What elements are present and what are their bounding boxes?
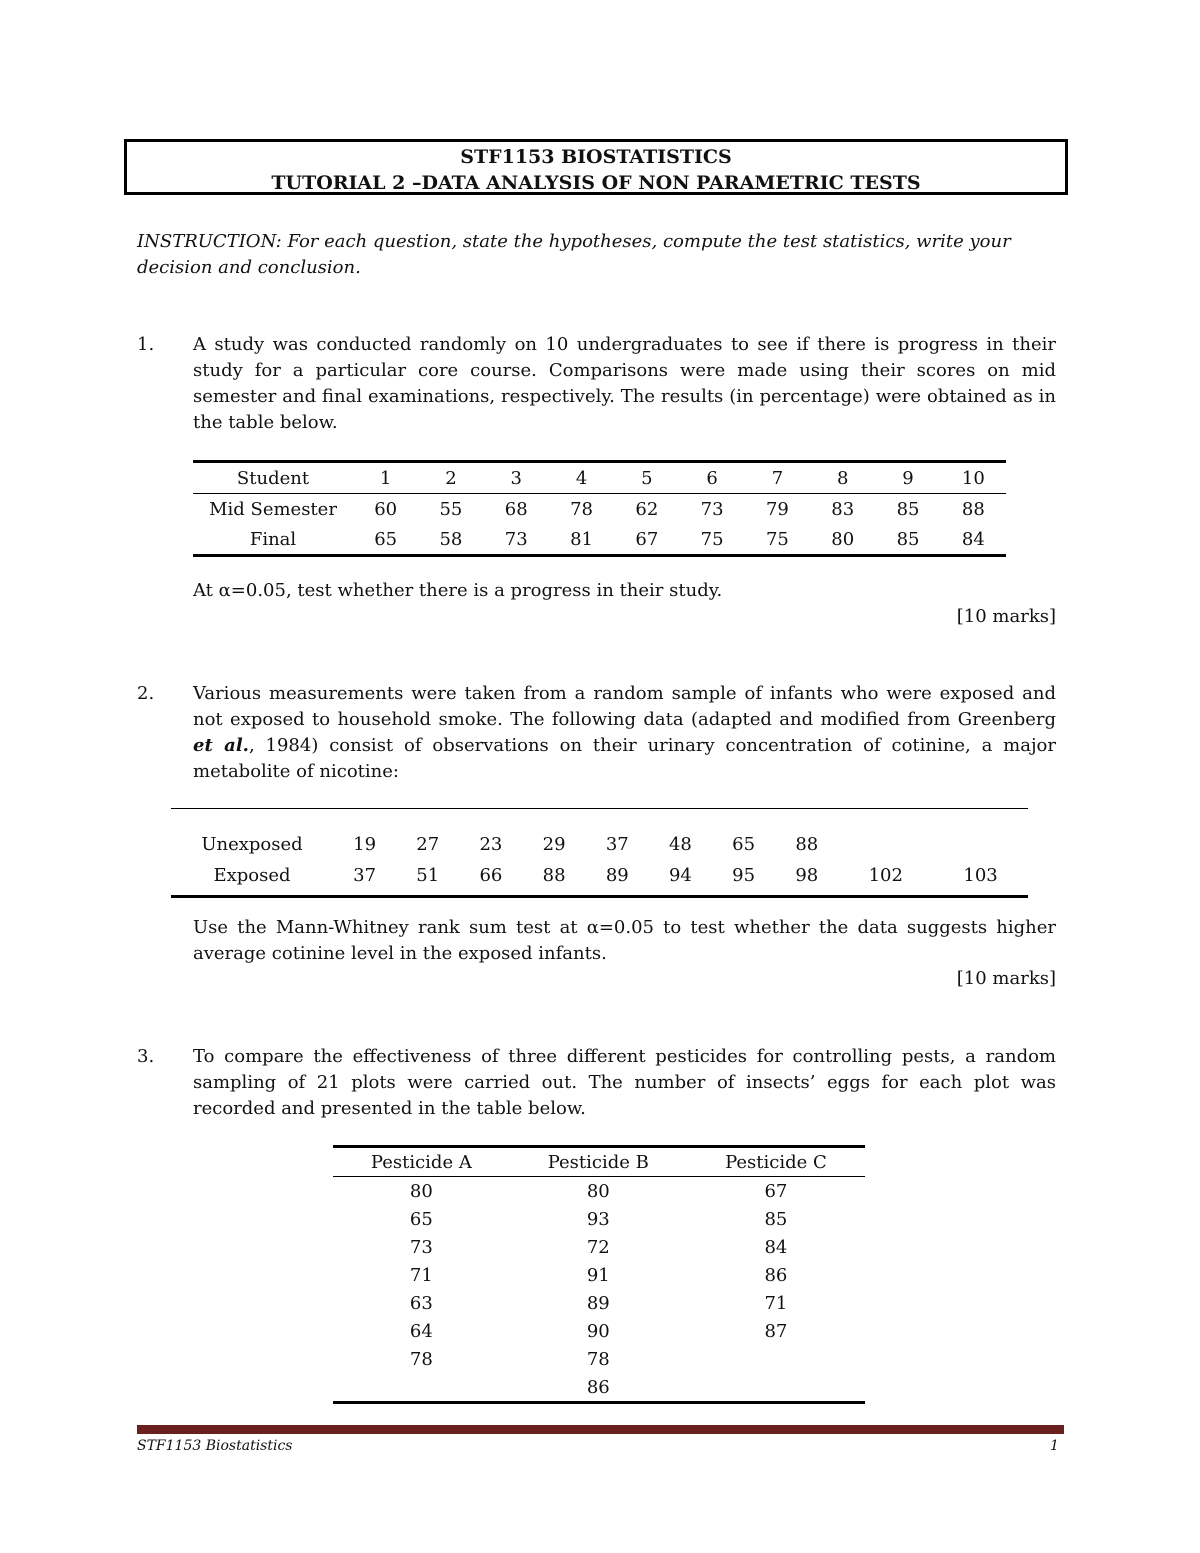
tutorial-title: TUTORIAL 2 –DATA ANALYSIS OF NON PARAMETRIC TESTS (271, 172, 921, 194)
question-1-prompt: At α=0.05, test whether there is a progress in their study. (193, 580, 723, 601)
student-number: 5 (614, 462, 679, 494)
table-cell: 83 (831, 498, 855, 520)
table-cell: 66 (459, 855, 522, 897)
table-cell: 85 (875, 524, 940, 556)
table-cell: 89 (586, 1292, 610, 1314)
table-cell: 84 (941, 524, 1006, 556)
table-cell (687, 1345, 865, 1373)
question-2-number: 2. (137, 683, 155, 704)
table-cell: 67 (614, 524, 679, 556)
table-cell (333, 1373, 510, 1403)
table-row (333, 1205, 865, 1233)
table-cell: 37 (333, 855, 396, 897)
question-3-number: 3. (137, 1046, 155, 1067)
table-1-header-row (193, 462, 1006, 494)
table-cell: 73 (409, 1236, 433, 1258)
table-row (171, 809, 1028, 856)
table-cell: 86 (510, 1373, 687, 1403)
footer-course-name: STF1153 Biostatistics (137, 1438, 293, 1454)
question-2-text (193, 681, 1056, 785)
table-cell: 90 (586, 1320, 610, 1342)
instruction-text: INSTRUCTION: For each question, state the hypotheses, compute the test statistics, write your decision and conclusion. (137, 231, 1011, 278)
question-2-marks: [10 marks] (956, 968, 1056, 989)
table-cell: 89 (586, 855, 649, 897)
table-row (171, 855, 1028, 897)
table-cell: 86 (764, 1264, 788, 1286)
student-number: 1 (353, 462, 418, 494)
question-2-text-italic: et al. (193, 735, 249, 756)
table-cell: 27 (396, 809, 459, 856)
title-box (124, 139, 1068, 195)
row-label: Unexposed (171, 809, 333, 856)
table-row (333, 1177, 865, 1206)
table-cell: 91 (586, 1264, 610, 1286)
table-cell: 67 (764, 1180, 788, 1202)
table-cell: 103 (933, 855, 1028, 897)
table-cell: 65 (353, 524, 418, 556)
table-cell: 80 (586, 1180, 610, 1202)
column-header: Pesticide C (687, 1147, 865, 1177)
table-cell: 75 (745, 524, 810, 556)
student-number: 7 (745, 462, 810, 494)
table-cell: 88 (775, 809, 838, 856)
column-header: Pesticide B (510, 1147, 687, 1177)
student-number: 6 (679, 462, 744, 494)
table-cell: 63 (409, 1292, 433, 1314)
table-cell: 37 (586, 809, 649, 856)
table-row (333, 1261, 865, 1289)
table-cell: 23 (459, 809, 522, 856)
table-cell: 84 (764, 1236, 788, 1258)
table-cell: 78 (570, 498, 593, 520)
table-cell: 29 (523, 809, 586, 856)
table-cell: 48 (649, 809, 712, 856)
course-title: STF1153 BIOSTATISTICS (460, 146, 732, 168)
row-label: Final (193, 524, 353, 556)
table-cell: 75 (679, 524, 744, 556)
table-1-header-label: Student (193, 462, 353, 494)
table-cell: 72 (586, 1236, 610, 1258)
table-1-scores (193, 460, 1006, 557)
footer-divider (137, 1425, 1064, 1434)
question-2-text-part2: , 1984) consist of observations on their urinary concentration of cotinine, a major metabolite of nicotine: (193, 735, 1056, 782)
question-1-number: 1. (137, 334, 155, 355)
table-cell: 95 (712, 855, 775, 897)
question-1-text: A study was conducted randomly on 10 undergraduates to see if there is progress in their study for a particular core course. Comparisons were made using their scores on mid semester and final examinations, respectively. The results (in percentage) were obtained as in the table below. (193, 334, 1056, 433)
question-2-prompt: Use the Mann-Whitney rank sum test at α=0.05 to test whether the data suggests higher average cotinine level in the exposed infants. (193, 917, 1056, 964)
table-row (193, 524, 1006, 556)
table-cell: 68 (504, 498, 528, 520)
column-header: Pesticide A (333, 1147, 510, 1177)
row-label: Mid Semester (209, 498, 337, 520)
table-cell: 81 (549, 524, 614, 556)
table-cell (838, 809, 933, 856)
table-cell (933, 809, 1028, 856)
table-cell: 73 (484, 524, 549, 556)
table-cell: 51 (396, 855, 459, 897)
table-row (333, 1289, 865, 1317)
table-row (193, 494, 1006, 525)
student-number: 10 (941, 462, 1006, 494)
student-number: 4 (549, 462, 614, 494)
table-cell: 88 (961, 498, 985, 520)
question-2-text-part1: Various measurements were taken from a random sample of infants who were exposed and not exposed to household smoke. The following data (adapted and modified from Greenberg (193, 683, 1056, 730)
student-number: 8 (810, 462, 875, 494)
question-1-marks: [10 marks] (956, 606, 1056, 627)
table-cell: 71 (764, 1292, 788, 1314)
table-cell: 65 (712, 809, 775, 856)
table-cell: 78 (586, 1348, 610, 1370)
table-cell: 85 (764, 1208, 788, 1230)
table-cell: 98 (775, 855, 838, 897)
table-cell (687, 1373, 865, 1403)
table-cell: 62 (635, 498, 659, 520)
student-number: 2 (418, 462, 483, 494)
row-label: Exposed (171, 855, 333, 897)
table-cell: 93 (586, 1208, 610, 1230)
table-cell: 85 (896, 498, 920, 520)
table-row (333, 1345, 865, 1373)
table-cell: 71 (409, 1264, 433, 1286)
table-3-pesticides (333, 1145, 865, 1404)
table-cell: 80 (810, 524, 875, 556)
table-cell: 55 (439, 498, 463, 520)
table-cell: 87 (764, 1320, 788, 1342)
student-number: 3 (484, 462, 549, 494)
table-cell: 78 (409, 1348, 433, 1370)
table-cell: 65 (409, 1208, 433, 1230)
question-3-text: To compare the effectiveness of three different pesticides for controlling pests, a random sampling of 21 plots were carried out. The number of insects’ eggs for each plot was recorded and presented in the table below. (193, 1046, 1056, 1119)
table-cell: 60 (374, 498, 398, 520)
table-cell: 88 (523, 855, 586, 897)
table-cell: 64 (409, 1320, 433, 1342)
table-row (333, 1317, 865, 1345)
table-row (333, 1373, 865, 1403)
table-cell: 80 (409, 1180, 433, 1202)
page-number: 1 (1050, 1438, 1059, 1454)
student-number: 9 (875, 462, 940, 494)
table-cell: 102 (838, 855, 933, 897)
table-cell: 19 (333, 809, 396, 856)
table-cell: 79 (765, 498, 789, 520)
table-3-header-row (333, 1147, 865, 1177)
table-cell: 58 (418, 524, 483, 556)
table-cell: 94 (649, 855, 712, 897)
table-row (333, 1233, 865, 1261)
table-2-cotinine (171, 808, 1028, 898)
table-cell: 73 (700, 498, 724, 520)
